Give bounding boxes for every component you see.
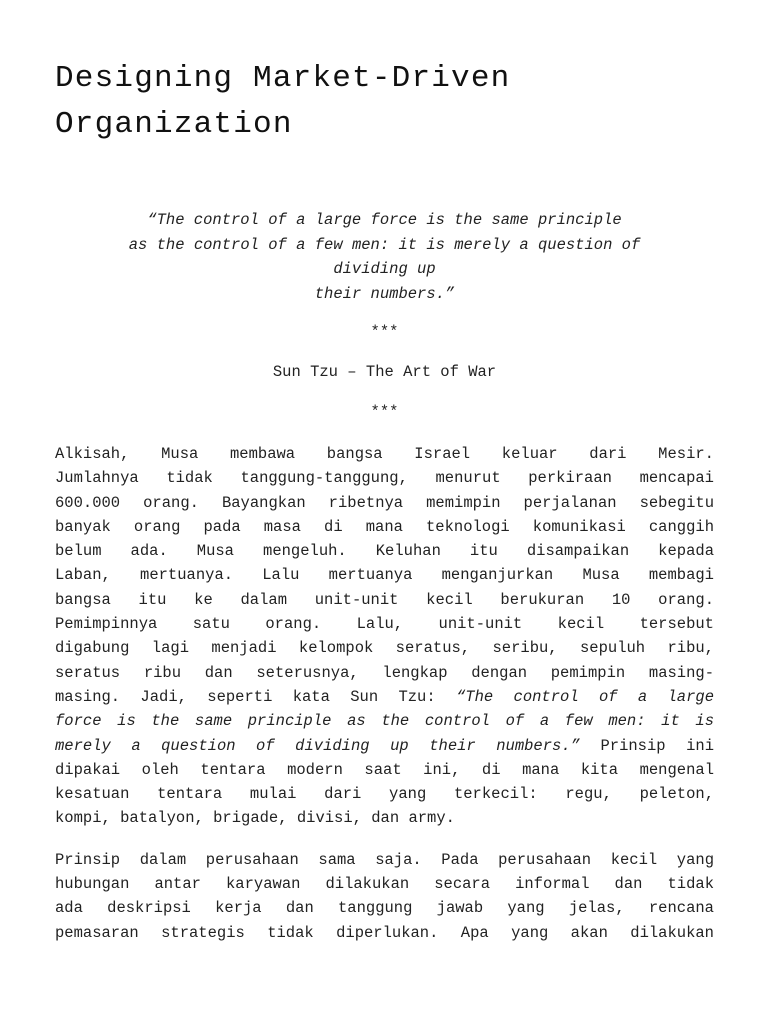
paragraph-line: Jumlahnya tidak tanggung-tanggung, menurut perkiraan mencapai	[55, 469, 714, 488]
paragraph-line: seratus ribu dan seterusnya, lengkap dengan pemimpin masing-	[55, 663, 714, 682]
paragraph-line: bangsa itu ke dalam unit-unit kecil berukuran 10 orang.	[55, 590, 714, 609]
body-paragraph-1	[55, 442, 714, 831]
separator-bottom: ***	[370, 403, 399, 421]
quote-line-4: their numbers.”	[314, 284, 455, 303]
paragraph-line: Laban, mertuanya. Lalu mertuanya menganjurkan Musa membagi	[55, 566, 714, 585]
epigraph-quote	[55, 208, 714, 306]
italic-quote-text: force is the same principle as the control of a few men: it is	[55, 712, 714, 731]
quote-line-3: dividing up	[333, 260, 436, 278]
plain-text: masing. Jadi, seperti kata Sun Tzu:	[55, 687, 456, 706]
body-paragraph-2	[55, 848, 714, 945]
paragraph-line: pemasaran strategis tidak diperlukan. Apa yang akan dilakukan	[55, 923, 714, 942]
page-title	[55, 56, 714, 148]
paragraph-line-mixed	[55, 685, 714, 709]
paragraph-line: belum ada. Musa mengeluh. Keluhan itu disampaikan kepada	[55, 542, 714, 561]
paragraph-line-italic	[55, 709, 714, 733]
paragraph-line: Pemimpinnya satu orang. Lalu, unit-unit kecil tersebut	[55, 615, 714, 634]
paragraph-line: 600.000 orang. Bayangkan ribetnya memimpin perjalanan sebegitu	[55, 493, 714, 512]
quote-attribution: Sun Tzu – The Art of War	[272, 363, 497, 381]
paragraph-line: kesatuan tentara mulai dari yang terkecil: regu, peleton,	[55, 785, 714, 804]
title-line-1: Designing Market-Driven	[55, 61, 511, 96]
document-page	[55, 56, 714, 945]
quote-line-1: “The control of a large force is the same principle	[147, 211, 622, 229]
paragraph-line-mixed	[55, 734, 714, 758]
quote-line-2: as the control of a few men: it is merely a question of	[128, 235, 641, 254]
paragraph-line: Alkisah, Musa membawa bangsa Israel keluar dari Mesir.	[55, 445, 714, 463]
paragraph-line: digabung lagi menjadi kelompok seratus, seribu, sepuluh ribu,	[55, 639, 714, 658]
italic-quote-text: merely a question of dividing up their numbers.”	[55, 736, 580, 755]
plain-text: Prinsip ini	[579, 736, 714, 755]
paragraph-line: Prinsip dalam perusahaan sama saja. Pada perusahaan kecil yang	[55, 850, 714, 869]
separator-top: ***	[370, 323, 399, 341]
italic-quote-text: “The control of a large	[455, 687, 715, 706]
paragraph-line: banyak orang pada masa di mana teknologi komunikasi canggih	[55, 517, 714, 536]
paragraph-line: ada deskripsi kerja dan tanggung jawab yang jelas, rencana	[55, 899, 714, 918]
paragraph-line: kompi, batalyon, brigade, divisi, dan army.	[55, 809, 455, 828]
title-line-2: Organization	[55, 107, 293, 142]
paragraph-line: hubungan antar karyawan dilakukan secara informal dan tidak	[55, 875, 714, 894]
paragraph-line: dipakai oleh tentara modern saat ini, di mana kita mengenal	[55, 760, 714, 779]
